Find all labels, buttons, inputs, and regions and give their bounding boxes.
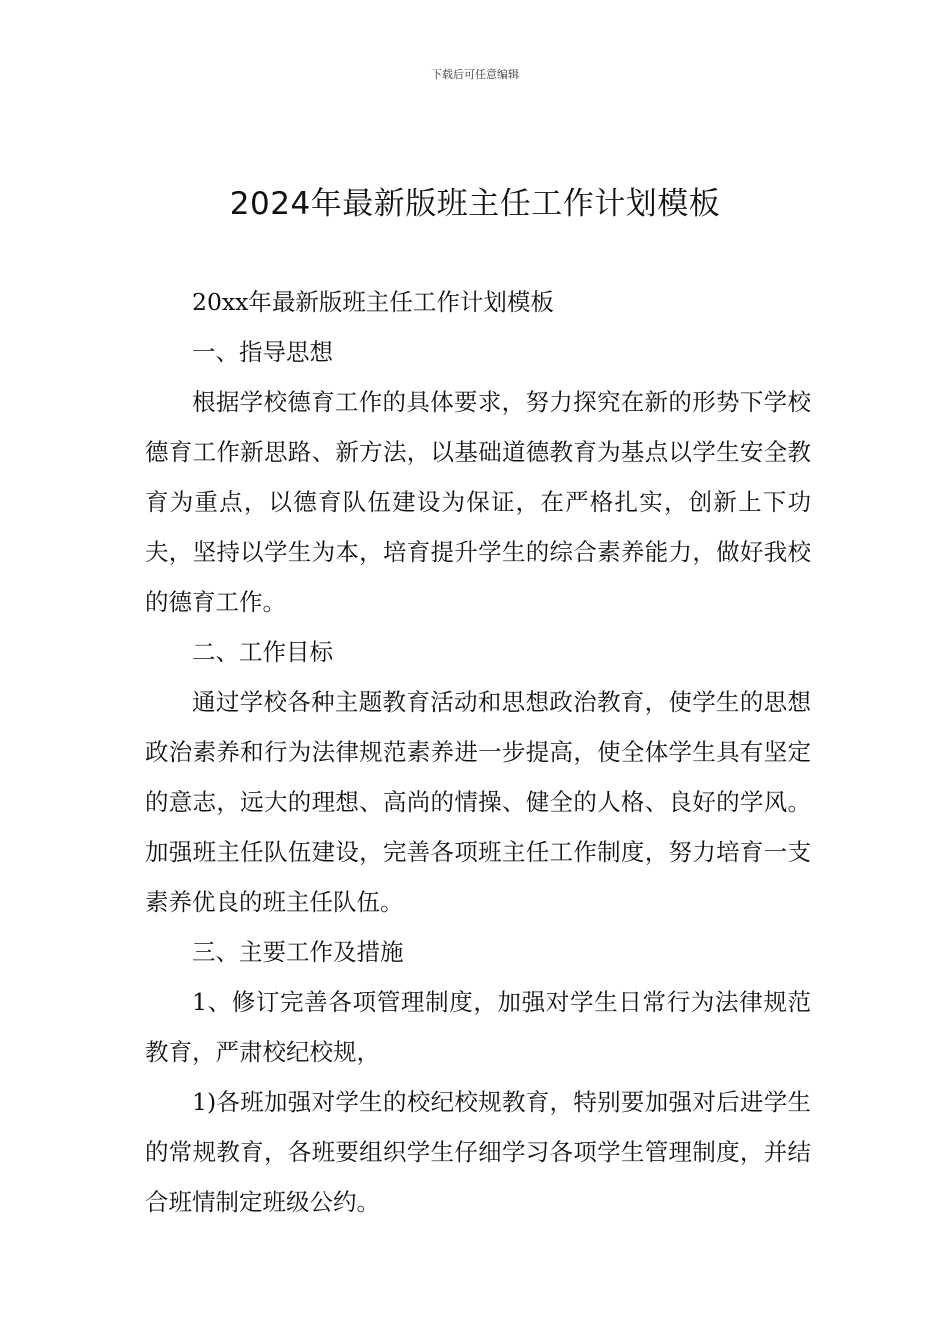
section-heading-guiding-ideology: 一、指导思想 [192,338,333,366]
paragraph-item-1: 1、修订完善各项管理制度，加强对学生日常行为法律规范教育，严肃校纪校规， [145,988,811,1066]
paragraph-item-1-1: 1)各班加强对学生的校纪校规教育，特别要加强对后进学生的常规教育，各班要组织学生仔细学习各项学生管理制度，并结合班情制定班级公约。 [145,1088,811,1216]
section-heading-main-work: 三、主要工作及措施 [192,938,404,966]
document-title: 2024年最新版班主任工作计划模板 [229,186,721,222]
section-heading-work-goals: 二、工作目标 [192,638,333,666]
page-header-note: 下载后可任意编辑 [431,68,519,81]
document-body [145,277,811,1227]
paragraph-subtitle: 20xx年最新版班主任工作计划模板 [192,288,554,316]
paragraph-work-goals: 通过学校各种主题教育活动和思想政治教育，使学生的思想政治素养和行为法律规范素养进一步提高，使全体学生具有坚定的意志，远大的理想、高尚的情操、健全的人格、良好的学风。加强班主任队伍建设，完善各项班主任工作制度，努力培育一支素养优良的班主任队伍。 [145,688,811,916]
paragraph-guiding-ideology: 根据学校德育工作的具体要求，努力探究在新的形势下学校德育工作新思路、新方法，以基础道德教育为基点以学生安全教育为重点，以德育队伍建设为保证，在严格扎实，创新上下功夫，坚持以学生为本，培育提升学生的综合素养能力，做好我校的德育工作。 [145,388,811,616]
